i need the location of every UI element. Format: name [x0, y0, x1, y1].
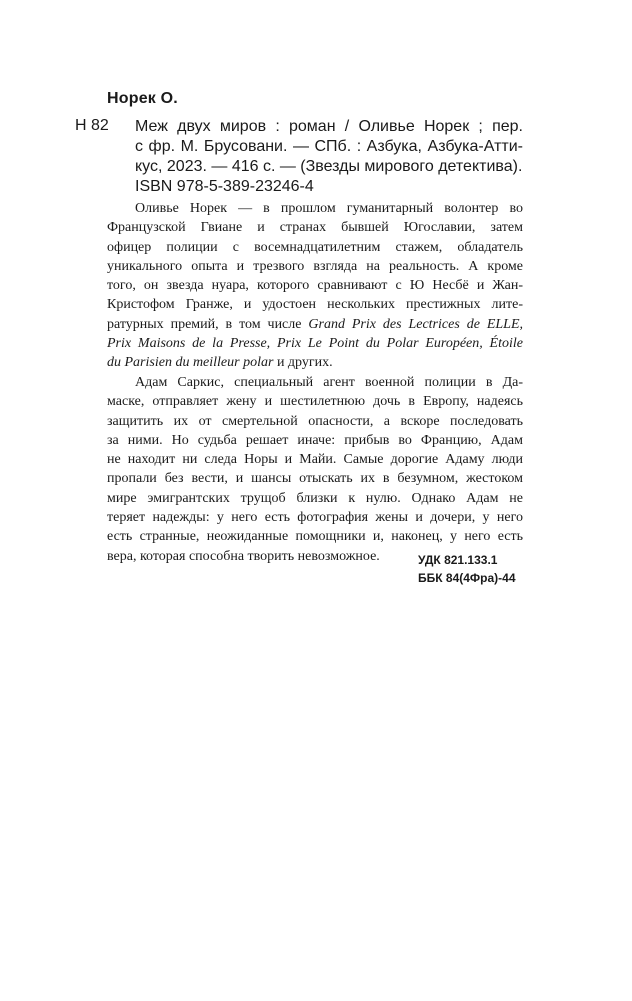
text-segment: и других. [273, 355, 333, 371]
text-segment: Оливье Норек — в прошлом гуманитарный волонтер во [135, 201, 523, 216]
text-segment: Французской Гвиане и странах бывшей Югославии, затем [107, 220, 523, 236]
text-segment: за ними. Но судьба решает иначе: прибыв во Францию, Адам [107, 432, 523, 448]
text-segment: офицер полиции с восемнадцатилетним стажем, обладатель [107, 239, 523, 255]
text-segment: маске, отправляет жену и шестилетнюю дочь в Европу, надеясь [107, 394, 523, 410]
isbn: ISBN 978-5-389-23246-4 [135, 178, 314, 195]
text-line [107, 257, 523, 276]
text-segment: Кристофом Гранже, и удостоен нескольких престижных лите- [107, 297, 523, 313]
bib-line: Меж двух миров : роман / Оливье Норек ; пер. [135, 118, 523, 135]
italic-title: Prix Maisons de la Presse, Prix Le Point du Polar Européen, Étoile [107, 336, 523, 352]
text-line [107, 392, 523, 411]
text-line [107, 527, 523, 546]
text-segment: есть странные, неожиданные помощники и, наконец, у него есть [107, 529, 523, 545]
text-line [107, 295, 523, 314]
text-line [107, 373, 523, 392]
udc-code: УДК 821.133.1 [418, 553, 498, 567]
text-line [107, 315, 523, 334]
text-line [107, 508, 523, 527]
text-line [107, 469, 523, 488]
text-line [107, 431, 523, 450]
text-segment: уникального опыта и трезвого взгляда на реальность. А кроме [107, 258, 523, 274]
text-line [107, 489, 523, 508]
shelf-mark: Н 82 [75, 117, 109, 134]
bbk-code: ББК 84(4Фра)-44 [418, 571, 516, 585]
text-line [107, 238, 523, 257]
text-segment: ратурных премий, в том числе [107, 316, 309, 332]
text-line [107, 412, 523, 431]
text-segment: вера, которая способна творить невозможное. [107, 548, 380, 564]
text-line [107, 199, 523, 218]
annotation-plot-summary [107, 373, 523, 566]
bib-line: с фр. М. Брусовани. — СПб. : Азбука, Азбука-Атти- [135, 138, 523, 155]
text-line [107, 218, 523, 237]
text-segment: теряет надежды: у него есть фотография жены и дочери, у него [107, 510, 523, 526]
annotation-author-bio [107, 199, 523, 373]
text-segment: Адам Саркис, специальный агент военной полиции в Да- [135, 375, 523, 390]
bib-line: кус, 2023. — 416 с. — (Звезды мирового детектива). [135, 158, 523, 175]
text-segment: мире эмигрантских трущоб близки к нулю. Однако Адам не [107, 490, 523, 506]
author-heading: Норек О. [107, 90, 178, 107]
text-segment: защитить их от смертельной опасности, а вскоре последовать [107, 413, 523, 429]
text-line [107, 276, 523, 295]
italic-title: Grand Prix des Lectrices de ELLE, [308, 316, 523, 332]
text-segment: не находит ни следа Норы и Майи. Самые дорогие Адаму люди [107, 452, 523, 468]
italic-title: du Parisien du meilleur polar [107, 355, 274, 371]
text-segment: того, он звезда нуара, которого сравнивают с Ю Несбё и Жан- [107, 278, 523, 294]
text-segment: пропали без вести, и шансы отыскать их в безумном, жестоком [107, 471, 523, 487]
text-line [107, 353, 523, 372]
text-line [107, 450, 523, 469]
text-line [107, 334, 523, 353]
